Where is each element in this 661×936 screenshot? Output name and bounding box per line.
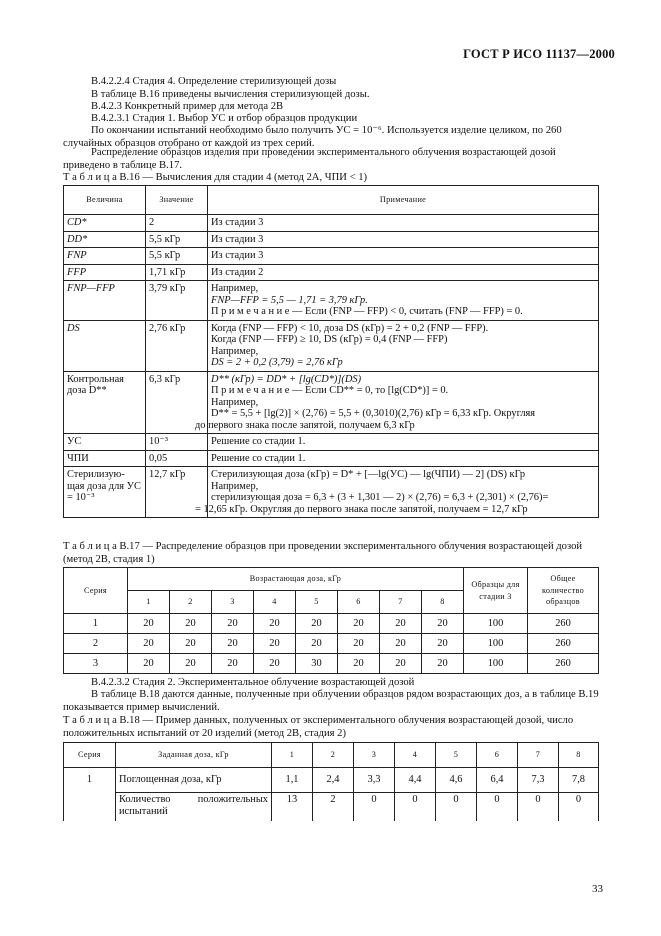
total-cell: 260 [528,634,599,654]
quantity-name: FNP [64,248,146,265]
note-line: Когда (FNP — FFP) ≥ 10, DS (кГр) = 0,4 (FNP — FFP) [211,334,448,345]
table-row [64,467,599,518]
note-line: Решение со стадии 1. [211,452,306,464]
total-cell: 260 [528,654,599,674]
quantity-note [208,248,599,265]
value-cell: 6,4 [477,768,518,793]
value-cell: 3,3 [354,768,395,793]
table17-header-total: Общее количество образцов [528,568,599,614]
page-header: ГОСТ Р ИСО 11137—2000 [463,47,615,61]
dose-cell: 20 [128,614,170,634]
note-line: Например, [211,345,259,357]
paragraph: Распределение образцов изделия при проведении экспериментального облучения возрастающей дозой приведено в таблице В.17. [63,147,556,171]
stage3-cell: 100 [464,614,528,634]
table-16 [63,185,599,518]
quantity-note [208,281,599,321]
quantity-note [208,264,599,281]
table-row [64,371,599,434]
series-cell: 3 [64,654,128,674]
dose-cell: 20 [338,614,380,634]
value-cell: 7,8 [559,768,599,793]
table17-header-series: Серия [64,568,128,614]
dose-col-header: 8 [559,743,599,768]
dose-cell: 20 [128,634,170,654]
table-row [64,215,599,232]
note-line: Из стадии 3 [211,233,264,245]
paragraph: В.4.2.3 Конкретный пример для метода 2В [91,101,284,112]
stage3-cell: 100 [464,634,528,654]
table-17 [63,567,599,674]
paragraph: В.4.2.3.1 Стадия 1. Выбор УС и отбор образцов продукции [91,113,358,124]
series-cell: 1 [64,768,116,822]
quantity-value: 1,71 кГр [146,264,208,281]
dose-cell: 20 [296,634,338,654]
dose-cell: 20 [338,654,380,674]
note-line: П р и м е ч а н и е — Если CD** = 0, то [lg(CD*)] = 0. [211,385,449,396]
note-line: Стерилизующая доза (кГр) = D* + [—lg(УС) — lg(ЧПИ) — 2] (DS) кГр [211,469,526,480]
value-cell: 7,3 [518,768,559,793]
note-line: D** (кГр) = DD* + [lg(CD*)](DS) [211,373,362,385]
paragraph: В.4.2.3.2 Стадия 2. Экспериментальное облучение возрастающей дозой [91,677,415,688]
table-row [64,614,599,634]
note-line: Когда (FNP — FFP) < 10, доза DS (кГр) = 2 + 0,2 (FNP — FFP). [211,322,489,334]
dose-cell: 20 [380,614,422,634]
quantity-note [208,434,599,451]
dose-col-header: 3 [354,743,395,768]
value-cell: 0 [518,793,559,822]
quantity-name: Стерилизую-щая доза для УС = 10⁻³ [64,467,146,518]
note-line: Решение со стадии 1. [211,436,306,447]
quantity-name: FFP [64,264,146,281]
value-cell: 0 [436,793,477,822]
dose-cell: 20 [212,614,254,634]
dose-cell: 20 [212,654,254,674]
dose-cell: 20 [422,614,464,634]
dose-col-header: 2 [170,591,212,614]
table-row [64,634,599,654]
table18-caption: Т а б л и ц а В.18 — Пример данных, полученных от экспериментального облучения возрастающей дозой, число положительных испытаний от 20 изделий (метод 2В, стадия 2) [63,715,574,739]
quantity-value: 12,7 кГр [146,467,208,518]
dose-cell: 20 [296,614,338,634]
page-number: 33 [592,883,603,895]
note-line: Например, [211,480,259,492]
table16-header: Примечание [208,186,599,215]
quantity-note [208,450,599,467]
row-label: Поглощенная доза, кГр [116,768,272,793]
quantity-value: 0,05 [146,450,208,467]
dose-col-header: 7 [380,591,422,614]
dose-cell: 30 [296,654,338,674]
table17-caption: Т а б л и ц а В.17 — Распределение образцов при проведении экспериментального облучения возрастающей дозой (метод 2В, стадия 1) [63,541,583,565]
paragraph: В таблице В.18 даются данные, полученные при облучении образцов рядом возрастающих доз, а в таблице В.19 показывается пример вычислений. [63,689,599,713]
table-row [64,248,599,265]
value-cell: 4,4 [395,768,436,793]
note-line: Например, [211,396,259,408]
note-line: D** = 5,5 + [lg(2)] × (2,76) = 5,5 + (0,3010)(2,76) кГр = 6,33 кГр. Округляя [211,408,536,419]
dose-col-header: 6 [338,591,380,614]
dose-col-header: 6 [477,743,518,768]
quantity-name: УС [64,434,146,451]
table-row [64,264,599,281]
quantity-value: 3,79 кГр [146,281,208,321]
table16-header: Величина [64,186,146,215]
note-line: Например, [211,283,259,294]
dose-cell: 20 [170,634,212,654]
table-row [64,793,599,822]
table17-header-stage3: Образцы для стадии 3 [464,568,528,614]
value-cell: 1,1 [272,768,313,793]
table-row [64,654,599,674]
note-line: Из стадии 3 [211,250,264,261]
dose-col-header: 1 [128,591,170,614]
value-cell: 13 [272,793,313,822]
quantity-name: Контрольная доза D** [64,371,146,434]
value-cell: 4,6 [436,768,477,793]
table-row [64,450,599,467]
table18-header-dose: Заданная доза, кГр [116,743,272,768]
quantity-value: 5,5 кГр [146,231,208,248]
note-line: DS = 2 + 0,2 (3,79) = 2,76 кГр [211,357,343,368]
value-cell: 0 [559,793,599,822]
quantity-value: 2,76 кГр [146,320,208,371]
value-cell: 0 [395,793,436,822]
dose-col-header: 8 [422,591,464,614]
series-cell: 2 [64,634,128,654]
row-label: Количество положительных испытаний [116,793,272,822]
dose-col-header: 5 [296,591,338,614]
quantity-value: 6,3 кГр [146,371,208,434]
quantity-value: 10⁻³ [146,434,208,451]
table18-header-series: Серия [64,743,116,768]
dose-col-header: 4 [254,591,296,614]
dose-cell: 20 [170,654,212,674]
dose-col-header: 2 [313,743,354,768]
dose-cell: 20 [254,634,296,654]
dose-cell: 20 [380,634,422,654]
note-line: стерилизующая доза = 6,3 + (3 + 1,301 — 2) × (2,76) = 6,3 + (2,301) × (2,76)= [211,492,549,503]
dose-col-header: 5 [436,743,477,768]
value-cell: 0 [477,793,518,822]
quantity-name: DS [64,320,146,371]
quantity-value: 5,5 кГр [146,248,208,265]
dose-cell: 20 [170,614,212,634]
dose-cell: 20 [422,634,464,654]
series-cell: 1 [64,614,128,634]
dose-cell: 20 [380,654,422,674]
dose-cell: 20 [254,614,296,634]
dose-cell: 20 [254,654,296,674]
dose-col-header: 3 [212,591,254,614]
dose-cell: 20 [212,634,254,654]
table-row [64,281,599,321]
value-cell: 2 [313,793,354,822]
paragraph: В.4.2.2.4 Стадия 4. Определение стерилизующей дозы [91,76,337,87]
table-row [64,434,599,451]
note-line: до первого знака после запятой, получаем 6,3 кГр [195,419,415,431]
note-line: = 12,65 кГр. Округляя до первого знака после запятой, получаем = 12,7 кГр [195,503,528,515]
note-line: Из стадии 3 [211,217,264,228]
table17-header-dose: Возрастающая доза, кГр [128,568,464,591]
quantity-note [195,467,599,518]
quantity-name: DD* [64,231,146,248]
dose-cell: 20 [338,634,380,654]
quantity-note [195,371,599,434]
stage3-cell: 100 [464,654,528,674]
quantity-note [208,215,599,232]
dose-col-header: 1 [272,743,313,768]
table-row [64,768,599,793]
dose-col-header: 4 [395,743,436,768]
quantity-name: CD* [64,215,146,232]
value-cell: 0 [354,793,395,822]
quantity-note [208,320,599,371]
value-cell: 2,4 [313,768,354,793]
dose-cell: 20 [128,654,170,674]
quantity-note [208,231,599,248]
note-line: П р и м е ч а н и е — Если (FNP — FFP) < 0, считать (FNP — FFP) = 0. [211,306,523,317]
table-row [64,320,599,371]
paragraph: В таблице В.16 приведены вычисления стерилизующей дозы. [91,89,370,100]
quantity-name: FNP—FFP [64,281,146,321]
note-line: Из стадии 2 [211,266,264,278]
paragraph: По окончании испытаний необходимо было получить УС = 10⁻⁶. Используется изделие целиком, по 260 случайных образцов отобрано от каждой из трех серий. [63,125,562,149]
dose-col-header: 7 [518,743,559,768]
table-18 [63,742,599,821]
note-line: FNP—FFP = 5,5 — 1,71 = 3,79 кГр. [211,294,368,306]
total-cell: 260 [528,614,599,634]
table16-caption: Т а б л и ц а В.16 — Вычисления для стадии 4 (метод 2А, ЧПИ < 1) [63,172,368,183]
table-row [64,231,599,248]
quantity-name: ЧПИ [64,450,146,467]
dose-cell: 20 [422,654,464,674]
table16-header: Значение [146,186,208,215]
quantity-value: 2 [146,215,208,232]
